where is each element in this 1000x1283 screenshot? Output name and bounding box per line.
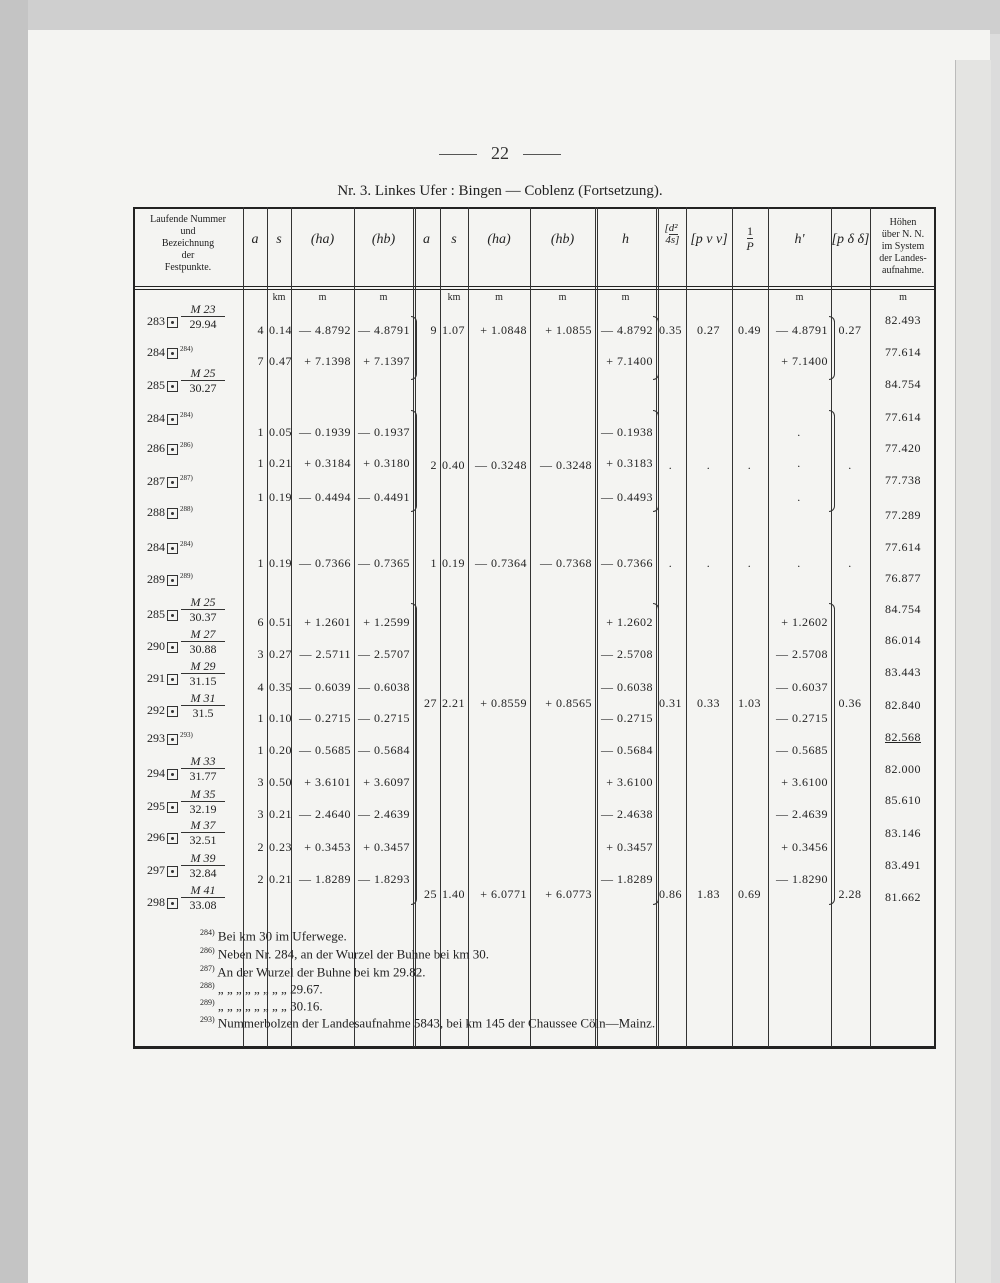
header-hb: (hb) [371, 232, 396, 247]
label-298: 298 [147, 895, 180, 910]
header-hb2: (hb) [550, 232, 575, 247]
cell-s: 0.21 [269, 807, 292, 821]
cell-h: — 0.1938 [601, 425, 653, 439]
unit-s2: km [447, 292, 461, 303]
label-284: 284 $^{284)}$ [147, 345, 193, 359]
header-1p: 1 P [746, 224, 754, 253]
label-284: 284 $^{284)}$ [147, 540, 193, 554]
cell-hb2: — 0.7368 [540, 556, 592, 570]
height-value: 77.614 [885, 540, 921, 554]
height-value: 83.146 [885, 826, 921, 840]
label-284: 284 $^{284)}$ [147, 411, 193, 425]
cell-a: 1 [257, 743, 264, 757]
cell-a: 4 [257, 680, 264, 694]
cell-ha: — 1.8289 [299, 872, 351, 886]
column-rule [768, 207, 769, 1047]
cell-s: 0.19 [269, 490, 292, 504]
cell-a: 1 [257, 711, 264, 725]
cell-a: 1 [257, 556, 264, 570]
cell-h2: — 0.5685 [776, 743, 828, 757]
cell-h2: — 1.8290 [776, 872, 828, 886]
unit-hb2: m [558, 292, 567, 303]
label-295: 295 [147, 799, 180, 814]
cell-ha2: — 0.7364 [475, 556, 527, 570]
cell-hb: — 0.6038 [358, 680, 410, 694]
cell-h2: + 3.6100 [781, 775, 828, 789]
cell-ha2: — 0.3248 [475, 458, 527, 472]
unit-ha: m [318, 292, 327, 303]
unit-last: m [899, 292, 907, 303]
cell-s2: 0.19 [442, 556, 465, 570]
cell-a: 1 [257, 425, 264, 439]
cell-h2: — 0.2715 [776, 711, 828, 725]
cell-p1: . [747, 556, 752, 570]
cell-a: 3 [257, 647, 264, 661]
cell-hb2: + 0.8565 [545, 696, 592, 710]
label-287: 287 $^{287)}$ [147, 474, 193, 488]
cell-h: — 4.8792 [601, 323, 653, 337]
label-fraction: $\frac{M 25}{30.27}$ [181, 366, 225, 395]
table-caption: Nr. 3. Linkes Ufer : Bingen — Coblenz (Fortsetzung). [337, 183, 663, 199]
cell-ha2: + 6.0771 [480, 887, 527, 901]
cell-a2: 1 [430, 556, 437, 570]
bracket [653, 603, 659, 905]
page-number: 22 [0, 143, 1000, 164]
cell-hb: + 0.3180 [363, 456, 410, 470]
cell-ha: — 0.4494 [299, 490, 351, 504]
column-rule [243, 207, 244, 1047]
cell-ha: + 1.2601 [304, 615, 351, 629]
cell-h: — 1.8289 [601, 872, 653, 886]
cell-p1: 0.69 [738, 887, 761, 901]
cell-h: + 1.2602 [606, 615, 653, 629]
cell-ha: + 3.6101 [304, 775, 351, 789]
column-rule [686, 207, 687, 1047]
height-value: 82.000 [885, 762, 921, 776]
cell-hb: — 0.7365 [358, 556, 410, 570]
height-value: 77.420 [885, 441, 921, 455]
cell-h: + 3.6100 [606, 775, 653, 789]
label-294: 294 [147, 766, 180, 781]
cell-a2: 27 [424, 696, 437, 710]
header-d2: [d² 4s] [662, 222, 680, 246]
height-value: 82.840 [885, 698, 921, 712]
label-fraction: $\frac{M 33}{31.77}$ [181, 754, 225, 783]
cell-hb: — 4.8791 [358, 323, 410, 337]
cell-hb: — 0.4491 [358, 490, 410, 504]
cell-pvv: 0.27 [697, 323, 720, 337]
height-value: 86.014 [885, 633, 921, 647]
cell-a: 7 [257, 354, 264, 368]
cell-hb: — 2.5707 [358, 647, 410, 661]
cell-s: 0.21 [269, 456, 292, 470]
height-value: 76.877 [885, 571, 921, 585]
cell-a2: 2 [430, 458, 437, 472]
label-291: 291 [147, 671, 180, 686]
label-285: 285 [147, 378, 180, 393]
bracket [411, 603, 417, 905]
header-s: s [276, 232, 282, 247]
height-value: 83.443 [885, 665, 921, 679]
cell-s: 0.20 [269, 743, 292, 757]
cell-s: 0.19 [269, 556, 292, 570]
cell-ha: — 0.1939 [299, 425, 351, 439]
label-fraction: $\frac{M 39}{32.84}$ [181, 851, 225, 880]
footnote: $^{289)}$ „ „ „ „ „ „ „ „ 30.16. [200, 998, 323, 1014]
footnote: $^{287)}$ An der Wurzel der Buhne bei km 29.82. [200, 964, 426, 980]
label-fraction: $\frac{M 23}{29.94}$ [181, 302, 225, 331]
cell-d2: 0.86 [659, 887, 682, 901]
cell-hb: + 3.6097 [363, 775, 410, 789]
cell-a: 6 [257, 615, 264, 629]
label-fraction: $\frac{M 27}{30.88}$ [181, 627, 225, 656]
column-rule [468, 207, 469, 1047]
height-value: 77.614 [885, 345, 921, 359]
cell-d2: . [668, 458, 673, 472]
cell-ha2: + 1.0848 [480, 323, 527, 337]
cell-s: 0.51 [269, 615, 292, 629]
cell-ha: — 0.6039 [299, 680, 351, 694]
cell-pvv: . [706, 556, 711, 570]
height-value: 77.289 [885, 508, 921, 522]
header-bottom-line [133, 289, 936, 290]
cell-a2: 25 [424, 887, 437, 901]
cell-h: — 0.4493 [601, 490, 653, 504]
unit-s: km [272, 292, 286, 303]
cell-h2: — 2.5708 [776, 647, 828, 661]
header-pdd: [p δ δ] [831, 232, 870, 247]
label-290: 290 [147, 639, 180, 654]
header-a2: a [423, 232, 430, 247]
bracket [829, 603, 835, 905]
cell-s2: 1.07 [442, 323, 465, 337]
label-297: 297 [147, 863, 180, 878]
cell-h: — 0.7366 [601, 556, 653, 570]
label-285: 285 [147, 607, 180, 622]
cell-pdd: 2.28 [838, 887, 862, 901]
cell-s: 0.50 [269, 775, 292, 789]
cell-hb: — 1.8293 [358, 872, 410, 886]
footnote: $^{288)}$ „ „ „ „ „ „ „ „ 29.67. [200, 981, 323, 997]
cell-a: 3 [257, 775, 264, 789]
cell-ha: + 0.3453 [304, 840, 351, 854]
header-double-line [133, 286, 936, 287]
header-h: h [622, 232, 629, 247]
label-296: 296 [147, 830, 180, 845]
cell-pdd: . [848, 458, 852, 472]
cell-h2: . [797, 490, 801, 504]
cell-s: 0.21 [269, 872, 292, 886]
cell-s: 0.47 [269, 354, 292, 368]
header-pvv: [p v v] [690, 232, 728, 247]
height-value: 77.738 [885, 473, 921, 487]
cell-hb: — 0.1937 [358, 425, 410, 439]
scan-background-top [0, 0, 1000, 34]
cell-d2: . [668, 556, 673, 570]
cell-h: — 0.5684 [601, 743, 653, 757]
cell-s: 0.14 [269, 323, 292, 337]
cell-hb2: + 6.0773 [545, 887, 592, 901]
label-fraction: $\frac{M 31}{31.5}$ [181, 691, 225, 720]
height-value: 82.493 [885, 313, 921, 327]
label-fraction: $\frac{M 41}{33.08}$ [181, 883, 225, 912]
header-col-festpunkte: Laufende Nummer und Bezeichnung der Festpunkte. [150, 214, 226, 273]
cell-hb: — 0.5684 [358, 743, 410, 757]
cell-h2: + 7.1400 [781, 354, 828, 368]
cell-pvv: 0.33 [697, 696, 720, 710]
cell-a: 2 [257, 872, 264, 886]
cell-hb: + 1.2599 [363, 615, 410, 629]
header-ha: (ha) [310, 232, 335, 247]
cell-h2: — 0.6037 [776, 680, 828, 694]
cell-h: — 2.5708 [601, 647, 653, 661]
cell-hb2: + 1.0855 [545, 323, 592, 337]
cell-h2: . [797, 456, 801, 470]
cell-a: 1 [257, 490, 264, 504]
cell-ha: — 0.7366 [299, 556, 351, 570]
cell-h: — 0.6038 [601, 680, 653, 694]
cell-hb: — 0.2715 [358, 711, 410, 725]
cell-h: + 0.3457 [606, 840, 653, 854]
label-fraction: $\frac{M 25}{30.37}$ [181, 595, 225, 624]
height-value: 84.754 [885, 377, 921, 391]
cell-ha: — 0.2715 [299, 711, 351, 725]
header-h2: h' [794, 232, 805, 247]
cell-h: — 2.4638 [601, 807, 653, 821]
label-283: 283 [147, 314, 180, 329]
cell-a: 1 [257, 456, 264, 470]
cell-d2: 0.31 [659, 696, 682, 710]
cell-ha2: + 0.8559 [480, 696, 527, 710]
cell-s: 0.35 [269, 680, 292, 694]
header-hoehen: Höhen über N. N. im System der Landes- aufnahme. [879, 217, 927, 276]
cell-pdd: 0.36 [838, 696, 862, 710]
footnote: $^{293)}$ Nummerbolzen der Landesaufnahme 5843, bei km 145 der Chaussee Cöln—Mainz. [200, 1015, 656, 1031]
cell-a: 4 [257, 323, 264, 337]
cell-pvv: . [706, 458, 711, 472]
label-fraction: $\frac{M 35}{32.19}$ [181, 787, 225, 816]
unit-h: m [621, 292, 630, 303]
cell-s2: 0.40 [442, 458, 465, 472]
height-value: 85.610 [885, 793, 921, 807]
cell-ha: — 2.5711 [299, 647, 351, 661]
column-rule [530, 207, 531, 1047]
cell-p1: 1.03 [738, 696, 761, 710]
unit-hb: m [379, 292, 388, 303]
label-292: 292 [147, 703, 180, 718]
cell-s2: 1.40 [442, 887, 465, 901]
cell-s: 0.27 [269, 647, 292, 661]
cell-ha: — 0.5685 [299, 743, 351, 757]
cell-h: — 0.2715 [601, 711, 653, 725]
cell-h2: . [797, 556, 801, 570]
label-293: 293 $^{293)}$ [147, 731, 193, 745]
cell-ha: — 4.8792 [299, 323, 351, 337]
cell-ha: + 0.3184 [304, 456, 351, 470]
footnote: $^{284)}$ Bei km 30 im Uferwege. [200, 928, 347, 944]
cell-h2: — 2.4639 [776, 807, 828, 821]
cell-pvv: 1.83 [697, 887, 720, 901]
footnote: $^{286)}$ Neben Nr. 284, an der Wurzel der Buhne bei km 30. [200, 946, 489, 962]
label-289: 289 $^{289)}$ [147, 572, 193, 586]
cell-a2: 9 [430, 323, 437, 337]
label-286: 286 $^{286)}$ [147, 441, 193, 455]
cell-s: 0.05 [269, 425, 292, 439]
column-rule [267, 207, 268, 1047]
cell-s2: 2.21 [442, 696, 465, 710]
cell-a: 2 [257, 840, 264, 854]
label-288: 288 $^{288)}$ [147, 505, 193, 519]
header-ha2: (ha) [487, 232, 511, 247]
height-value: 84.754 [885, 602, 921, 616]
column-rule [440, 207, 441, 1047]
label-fraction: $\frac{M 29}{31.15}$ [181, 659, 225, 688]
cell-ha: + 7.1398 [304, 354, 351, 368]
cell-d2: 0.35 [659, 323, 682, 337]
cell-h: + 7.1400 [606, 354, 653, 368]
cell-s: 0.23 [269, 840, 292, 854]
label-fraction: $\frac{M 37}{32.51}$ [181, 818, 225, 847]
cell-s: 0.10 [269, 711, 292, 725]
column-rule [870, 207, 871, 1047]
cell-a: 3 [257, 807, 264, 821]
cell-p1: . [747, 458, 752, 472]
page-edge [955, 60, 991, 1283]
unit-h2: m [795, 292, 804, 303]
cell-hb2: — 0.3248 [540, 458, 592, 472]
header-a: a [251, 232, 259, 247]
cell-pdd: . [848, 556, 852, 570]
cell-ha: — 2.4640 [299, 807, 351, 821]
cell-hb: — 2.4639 [358, 807, 410, 821]
cell-h2: — 4.8791 [776, 323, 828, 337]
cell-p1: 0.49 [738, 323, 761, 337]
height-value: 81.662 [885, 890, 921, 904]
cell-h2: . [797, 425, 801, 439]
height-value: 82.568 [885, 730, 921, 744]
cell-h2: + 1.2602 [781, 615, 828, 629]
cell-h: + 0.3183 [606, 456, 653, 470]
cell-pdd: 0.27 [838, 323, 862, 337]
column-rule [354, 207, 355, 1047]
column-rule [732, 207, 733, 1047]
cell-hb: + 0.3457 [363, 840, 410, 854]
header-s2: s [451, 232, 457, 247]
height-value: 83.491 [885, 858, 921, 872]
height-value: 77.614 [885, 410, 921, 424]
cell-hb: + 7.1397 [363, 354, 410, 368]
cell-h2: + 0.3456 [781, 840, 828, 854]
unit-ha2: m [495, 292, 503, 303]
